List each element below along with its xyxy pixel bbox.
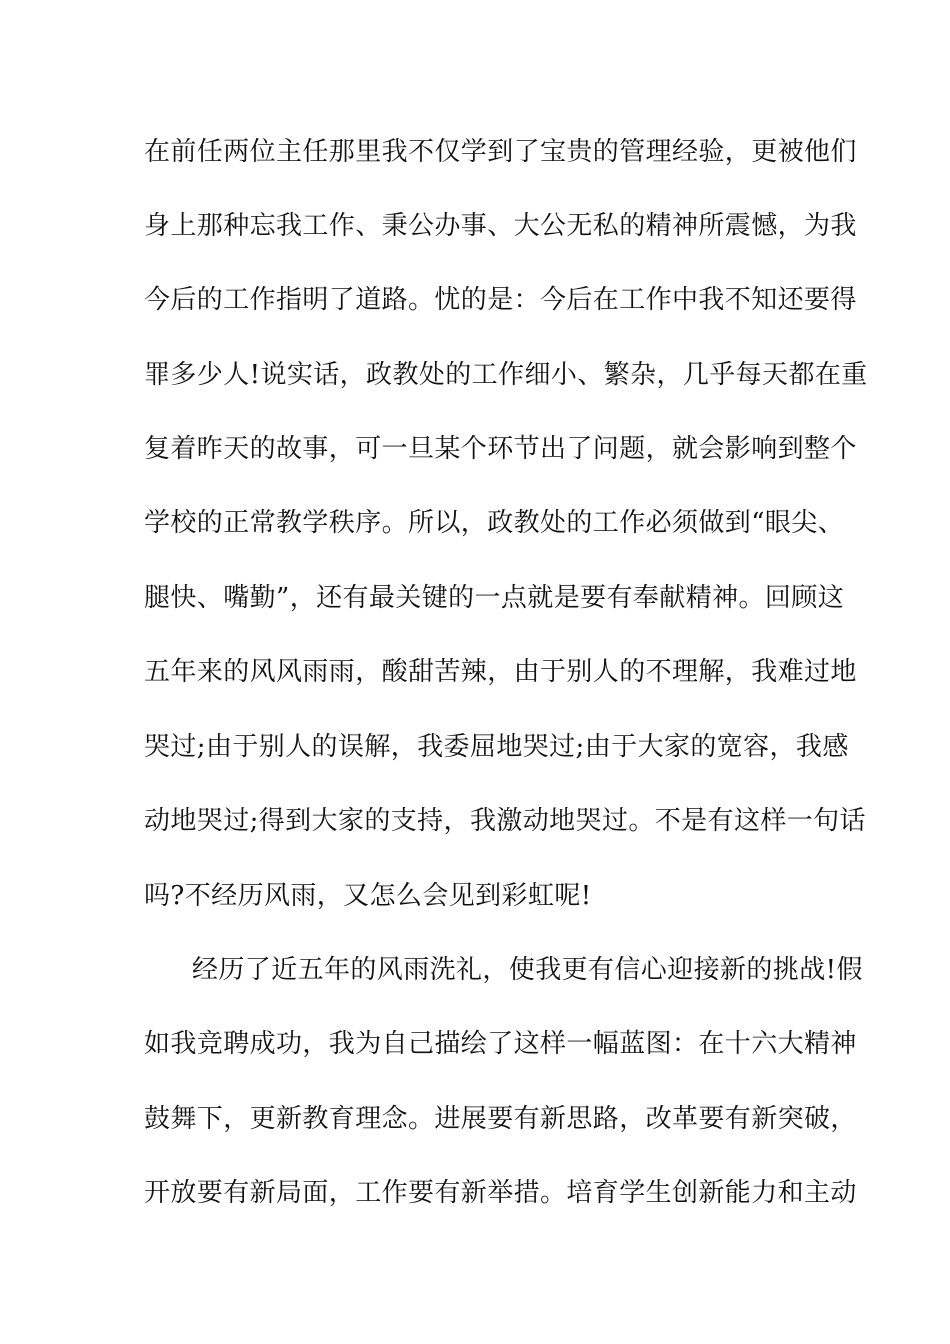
text-line: 五年来的风风雨雨，酸甜苦辣，由于别人的不理解，我难过地: [144, 657, 857, 687]
text-line: 腿快、嘴勤”，还有最关键的一点就是要有奉献精神。回顾这: [144, 583, 845, 613]
text-line: 罪多少人!说实话，政教处的工作细小、繁杂，几乎每天都在重: [144, 360, 868, 390]
text-line: 吗?不经历风雨，又怎么会见到彩虹呢!: [144, 881, 592, 911]
text-line: 今后的工作指明了道路。忧的是：今后在工作中我不知还要得: [144, 285, 857, 315]
text-line: 学校的正常教学秩序。所以，政教处的工作必须做到“眼尖、: [144, 508, 845, 538]
text-line: 动地哭过;得到大家的支持，我激动地哭过。不是有这样一句话: [144, 806, 866, 836]
paragraph-first-line: 经历了近五年的风雨洗礼，使我更有信心迎接新的挑战!假: [192, 955, 863, 985]
text-line: 在前任两位主任那里我不仅学到了宝贵的管理经验，更被他们: [144, 137, 857, 167]
text-line: 复着昨天的故事，可一旦某个环节出了问题，就会影响到整个: [144, 434, 857, 464]
text-line: 如我竞聘成功，我为自己描绘了这样一幅蓝图：在十六大精神: [144, 1029, 857, 1059]
text-line: 身上那种忘我工作、秉公办事、大公无私的精神所震憾，为我: [144, 211, 857, 241]
text-line: 开放要有新局面，工作要有新举措。培育学生创新能力和主动: [144, 1178, 857, 1208]
text-line: 鼓舞下，更新教育理念。进展要有新思路，改革要有新突破，: [144, 1104, 857, 1134]
text-line: 哭过;由于别人的误解，我委屈地哭过;由于大家的宽容，我感: [144, 732, 849, 762]
